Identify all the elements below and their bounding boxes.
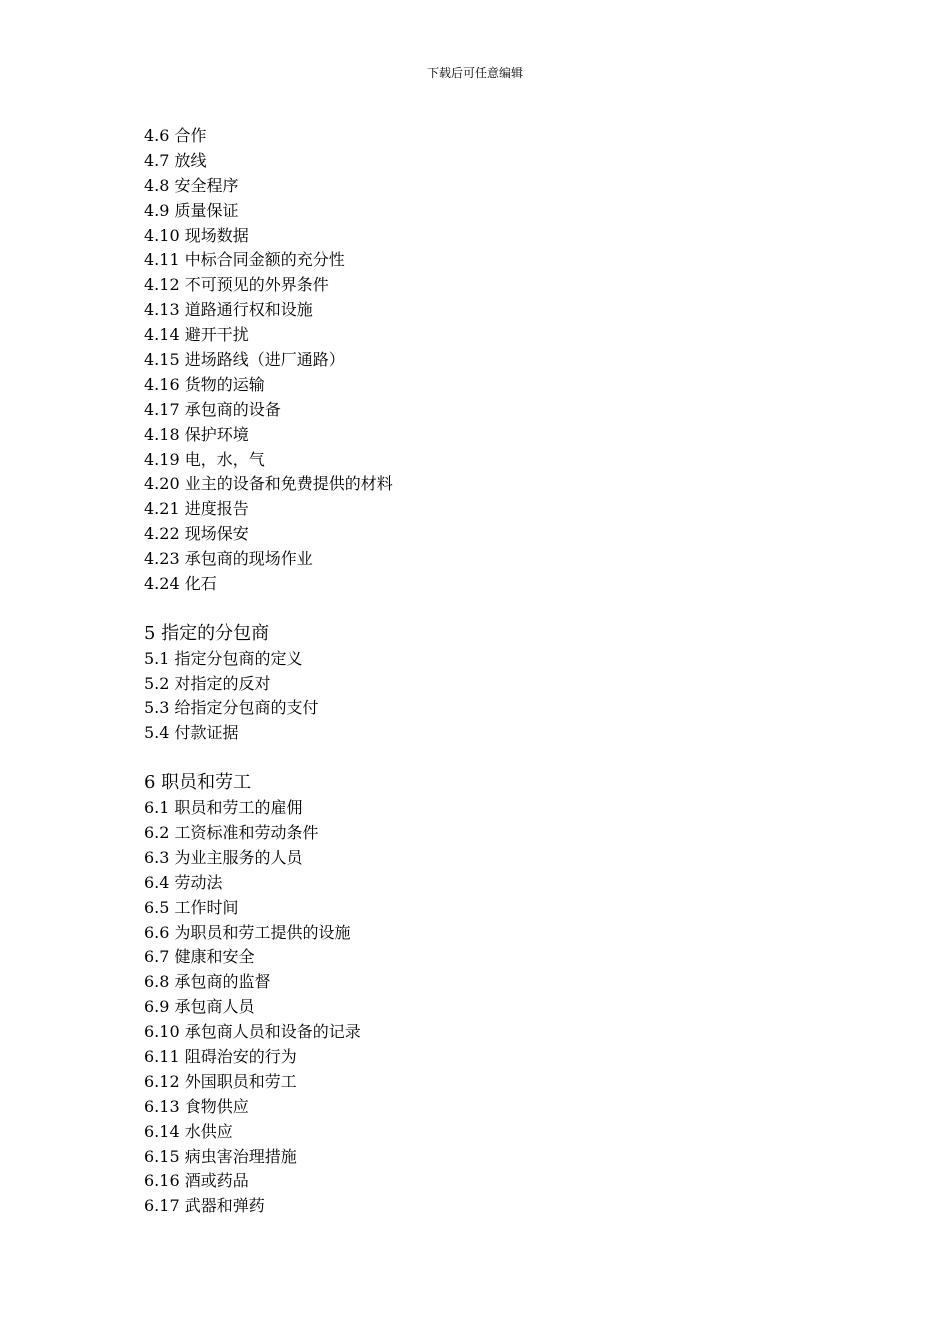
toc-item-6-1: 6.1 职员和劳工的雇佣: [144, 798, 303, 818]
toc-item-6-12: 6.12 外国职员和劳工: [144, 1071, 297, 1091]
section-gap: [144, 597, 824, 622]
toc-item-5-1: 5.1 指定分包商的定义: [144, 648, 303, 668]
toc-item-6-17: 6.17 武器和弹药: [144, 1196, 265, 1216]
section-5: [144, 622, 824, 746]
toc-item-6-14: 6.14 水供应: [144, 1121, 233, 1141]
section-6: [144, 771, 824, 1219]
toc-item-4-11: 4.11 中标合同金额的充分性: [144, 250, 345, 270]
page-header: 下载后可任意编辑: [426, 66, 523, 80]
section-6-heading: 6 职员和劳工: [144, 772, 252, 794]
toc-item-4-9: 4.9 质量保证: [144, 200, 239, 220]
toc-item-6-15: 6.15 病虫害治理措施: [144, 1146, 297, 1166]
toc-item-4-22: 4.22 现场保安: [144, 524, 249, 544]
section-4-list: [144, 124, 824, 597]
toc-item-6-13: 6.13 食物供应: [144, 1096, 249, 1116]
toc-item-6-5: 6.5 工作时间: [144, 897, 239, 917]
section-5-heading: 5 指定的分包商: [144, 622, 270, 644]
toc-item-6-3: 6.3 为业主服务的人员: [144, 847, 303, 867]
toc-item-6-9: 6.9 承包商人员: [144, 997, 255, 1017]
section-gap: [144, 746, 824, 771]
toc-item-4-18: 4.18 保护环境: [144, 424, 249, 444]
toc-item-6-8: 6.8 承包商的监督: [144, 972, 271, 992]
toc-item-4-24: 4.24 化石: [144, 574, 217, 594]
toc-item-6-11: 6.11 阻碍治安的行为: [144, 1046, 297, 1066]
toc-item-4-15: 4.15 进场路线（进厂通路）: [144, 350, 345, 370]
toc-item-5-2: 5.2 对指定的反对: [144, 673, 271, 693]
toc-item-6-2: 6.2 工资标准和劳动条件: [144, 822, 319, 842]
toc-content: [144, 124, 824, 1219]
toc-item-4-21: 4.21 进度报告: [144, 499, 249, 519]
toc-item-4-19: 4.19 电，水，气: [144, 449, 265, 469]
toc-item-5-4: 5.4 付款证据: [144, 723, 239, 743]
toc-item-6-6: 6.6 为职员和劳工提供的设施: [144, 922, 351, 942]
toc-item-4-14: 4.14 避开干扰: [144, 325, 249, 345]
toc-item-4-6: 4.6 合作: [144, 126, 207, 145]
toc-item-4-16: 4.16 货物的运输: [144, 374, 265, 394]
toc-item-4-12: 4.12 不可预见的外界条件: [144, 275, 329, 295]
toc-item-4-13: 4.13 道路通行权和设施: [144, 300, 313, 320]
toc-item-4-8: 4.8 安全程序: [144, 175, 239, 195]
toc-item-5-3: 5.3 给指定分包商的支付: [144, 698, 319, 718]
toc-item-4-7: 4.7 放线: [144, 150, 207, 170]
toc-item-6-4: 6.4 劳动法: [144, 872, 223, 892]
toc-item-4-23: 4.23 承包商的现场作业: [144, 549, 313, 569]
toc-item-4-20: 4.20 业主的设备和免费提供的材料: [144, 474, 393, 494]
toc-item-6-16: 6.16 酒或药品: [144, 1171, 249, 1191]
toc-item-6-10: 6.10 承包商人员和设备的记录: [144, 1022, 361, 1042]
toc-item-4-10: 4.10 现场数据: [144, 225, 249, 245]
toc-item-6-7: 6.7 健康和安全: [144, 947, 255, 967]
toc-item-4-17: 4.17 承包商的设备: [144, 399, 281, 419]
